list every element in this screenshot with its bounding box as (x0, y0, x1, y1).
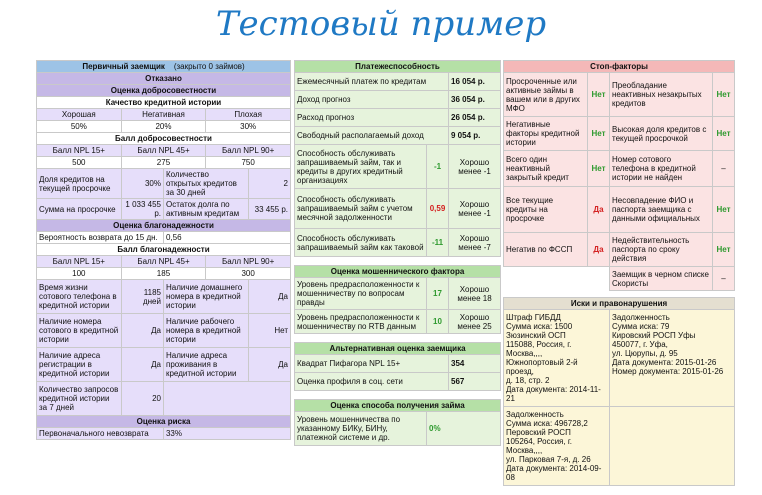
claim-line: Кировский РОСП Уфы (612, 331, 696, 340)
claim-line: Сумма иска: 1500 (506, 322, 573, 331)
left-panel (36, 60, 291, 440)
cq-value: 30% (206, 121, 291, 133)
goodwill-row-value: Да (248, 348, 290, 382)
npl2-label: Балл NPL 15+ (37, 256, 122, 268)
claim-line: д. 18, стр. 2 (506, 376, 550, 385)
overdue-sum-value: 1 033 455 р. (121, 199, 163, 220)
claim-empty (610, 407, 735, 486)
alt-label: Оценка профиля в соц. сети (295, 373, 449, 391)
stop-value: – (713, 151, 735, 187)
open-credits-value: 2 (248, 169, 290, 199)
return-prob-label: Вероятность возврата до 15 дн. (37, 232, 164, 244)
fraud-value: 10 (427, 310, 449, 334)
stop-value: Да (588, 233, 610, 267)
method-label: Уровень мошенничества по указанному БИКу, БИНу, платежной системе и др. (295, 412, 427, 446)
claim-line: Перовский РОСП (506, 428, 571, 437)
goodwill-row-label: Наличие адреса проживания в кредитной истории (163, 348, 248, 382)
ability-label: Способность обслуживать запрашиваемый займ, так и кредиты в других кредитный организациях (295, 145, 427, 189)
goodwill-row-value: 20 (121, 382, 163, 416)
goodwill-row-empty (163, 382, 290, 416)
stop-label: Просроченные или активные займы в вашем или в других МФО (504, 73, 588, 117)
stop-label: Всего один неактивный закрытый кредит (504, 151, 588, 187)
risk-title: Оценка риска (37, 416, 291, 428)
ability-value: -1 (427, 145, 449, 189)
goodwill-row-value: Нет (248, 314, 290, 348)
claim-line: 115088, Россия, г. Москва,,,, (506, 340, 572, 358)
solvency-value: 36 054 р. (449, 91, 501, 109)
ability-note: Хорошо менее -1 (449, 145, 501, 189)
right-panel (503, 60, 734, 486)
return-prob-value: 0,56 (163, 232, 290, 244)
fraud-value: 17 (427, 278, 449, 310)
fraud-label: Уровень предрасположенности к мошенничеству по вопросам правды (295, 278, 427, 310)
npl-value: 750 (206, 157, 291, 169)
npl-value: 500 (37, 157, 122, 169)
goodwill-row-value: Да (121, 348, 163, 382)
debt-share-value: 30% (121, 169, 163, 199)
active-remain-label: Остаток долга по активным кредитам (163, 199, 248, 220)
stop-label: Недействительность паспорта по сроку действия (610, 233, 713, 267)
fraud-note: Хорошо менее 18 (449, 278, 501, 310)
npl-label: Балл NPL 15+ (37, 145, 122, 157)
stop-value: Нет (588, 117, 610, 151)
cq-value: 50% (37, 121, 122, 133)
alt-title: Альтернативная оценка заемщика (295, 343, 501, 355)
stop-value: Нет (588, 151, 610, 187)
stop-label: Все текущие кредиты на просрочке (504, 187, 588, 233)
page-title: Тестовый пример (215, 4, 547, 44)
default-value: 33% (163, 428, 290, 440)
claim-line: Сумма иска: 496728,2 (506, 419, 588, 428)
goodwill-row-value: Да (121, 314, 163, 348)
goodwill-score-title: Балл благонадежности (37, 244, 291, 256)
stop-title: Стоп-факторы (504, 61, 735, 73)
goodwill-row-value: Да (248, 280, 290, 314)
claim-line: Задолженность (506, 410, 564, 419)
stop-value: Нет (588, 73, 610, 117)
fraud-note: Хорошо менее 25 (449, 310, 501, 334)
ability-note: Хорошо менее -7 (449, 229, 501, 257)
solvency-label: Свободный располагаемый доход (295, 127, 449, 145)
stop-value: Нет (713, 117, 735, 151)
method-title: Оценка способа получения займа (295, 400, 501, 412)
claim-card (504, 310, 610, 407)
npl-label: Балл NPL 45+ (121, 145, 206, 157)
goodwill-row-value: 1185 дней (121, 280, 163, 314)
claim-line: Дата документа: 2014-09-08 (506, 464, 602, 482)
claim-card (504, 407, 610, 486)
header-note: (закрыто 0 займов) (173, 62, 245, 71)
goodwill-row-label: Время жизни сотового телефона в кредитной истории (37, 280, 122, 314)
stop-value: Нет (713, 187, 735, 233)
cq-label: Негативная (121, 109, 206, 121)
solvency-label: Расход прогноз (295, 109, 449, 127)
status-badge: Отказано (37, 73, 291, 85)
claim-line: 105264, Россия, г. Москва,,,, (506, 437, 572, 455)
ability-value: -11 (427, 229, 449, 257)
claim-line: Зюзинский ОСП (506, 331, 566, 340)
ability-note: Хорошо менее -1 (449, 189, 501, 229)
stop-value: Да (588, 187, 610, 233)
middle-panel (294, 60, 500, 446)
overdue-sum-label: Сумма на просрочке (37, 199, 122, 220)
solvency-label: Доход прогноз (295, 91, 449, 109)
npl-value: 275 (121, 157, 206, 169)
stop-empty (504, 267, 610, 291)
debt-share-label: Доля кредитов на текущей просрочке (37, 169, 122, 199)
npl2-label: Балл NPL 45+ (121, 256, 206, 268)
default-label: Первоначального невозврата (37, 428, 164, 440)
npl2-value: 300 (206, 268, 291, 280)
claim-line: ул. Парковая 7-я, д. 26 (506, 455, 591, 464)
goodwill-row-label: Наличие рабочего номера в кредитной истории (163, 314, 248, 348)
solvency-value: 26 054 р. (449, 109, 501, 127)
claims-title: Иски и правонарушения (504, 298, 735, 310)
stop-value: Нет (713, 233, 735, 267)
cq-label: Плохая (206, 109, 291, 121)
fraud-label: Уровень предрасположенности к мошенничеству по RTB данным (295, 310, 427, 334)
ability-label: Способность обслуживать запрашиваемый займ как таковой (295, 229, 427, 257)
goodwill-row-label: Наличие адреса регистрации в кредитной истории (37, 348, 122, 382)
claim-line: Дата документа: 2015-01-26 (612, 358, 717, 367)
npl2-label: Балл NPL 90+ (206, 256, 291, 268)
goodwill-row-label: Наличие домашнего номера в кредитной истории (163, 280, 248, 314)
alt-value: 354 (449, 355, 501, 373)
integrity-score-title: Балл добросовестности (37, 133, 291, 145)
stop-label: Негативные факторы кредитной истории (504, 117, 588, 151)
solvency-label: Ежемесячный платеж по кредитам (295, 73, 449, 91)
integrity-title: Оценка добросовестности (37, 85, 291, 97)
solvency-value: 16 054 р. (449, 73, 501, 91)
claim-line: Дата документа: 2014-11-21 (506, 385, 601, 403)
ability-value: 0,59 (427, 189, 449, 229)
goodwill-row-label: Наличие номера сотового в кредитной истории (37, 314, 122, 348)
primary-borrower-header: Первичный заемщик (закрыто 0 займов) (37, 61, 291, 73)
npl2-value: 100 (37, 268, 122, 280)
stop-value: Нет (713, 73, 735, 117)
alt-label: Квадрат Пифагора NPL 15+ (295, 355, 449, 373)
credit-quality-title: Качество кредитной истории (37, 97, 291, 109)
stop-value: – (713, 267, 735, 291)
stop-label: Несовпадение ФИО и паспорта заемщика с данными официальных (610, 187, 713, 233)
stop-label: Заемщик в черном списке Скористы (610, 267, 713, 291)
stop-label: Преобладание неактивных незакрытых кредитов (610, 73, 713, 117)
claim-line: ул. Цюрупы, д. 95 (612, 349, 678, 358)
claim-line: Задолженность (612, 313, 670, 322)
goodwill-title: Оценка благонадежности (37, 220, 291, 232)
method-value: 0% (427, 412, 501, 446)
claim-line: Штраф ГИБДД (506, 313, 561, 322)
fraud-title: Оценка мошеннического фактора (295, 266, 501, 278)
stop-label: Негатив по ФССП (504, 233, 588, 267)
solvency-title: Платежеспособность (295, 61, 501, 73)
claim-line: Сумма иска: 79 (612, 322, 670, 331)
npl2-value: 185 (121, 268, 206, 280)
claim-card (610, 310, 735, 407)
cq-value: 20% (121, 121, 206, 133)
alt-value: 567 (449, 373, 501, 391)
goodwill-row-label: Количество запросов кредитной истории за 7 дней (37, 382, 122, 416)
claim-line: Номер документа: 2015-01-26 (612, 367, 724, 376)
cq-label: Хорошая (37, 109, 122, 121)
claim-line: Южнопортовый 2-й проезд, (506, 358, 578, 376)
active-remain-value: 33 455 р. (248, 199, 290, 220)
ability-label: Способность обслуживать запрашиваемый займ с учетом месячной задолженности (295, 189, 427, 229)
open-credits-label: Количество открытых кредитов за 30 дней (163, 169, 248, 199)
solvency-value: 9 054 р. (449, 127, 501, 145)
npl-label: Балл NPL 90+ (206, 145, 291, 157)
stop-label: Номер сотового телефона в кредитной истории не найден (610, 151, 713, 187)
stop-label: Высокая доля кредитов с текущей просрочкой (610, 117, 713, 151)
claim-line: 450077, г. Уфа, (612, 340, 668, 349)
